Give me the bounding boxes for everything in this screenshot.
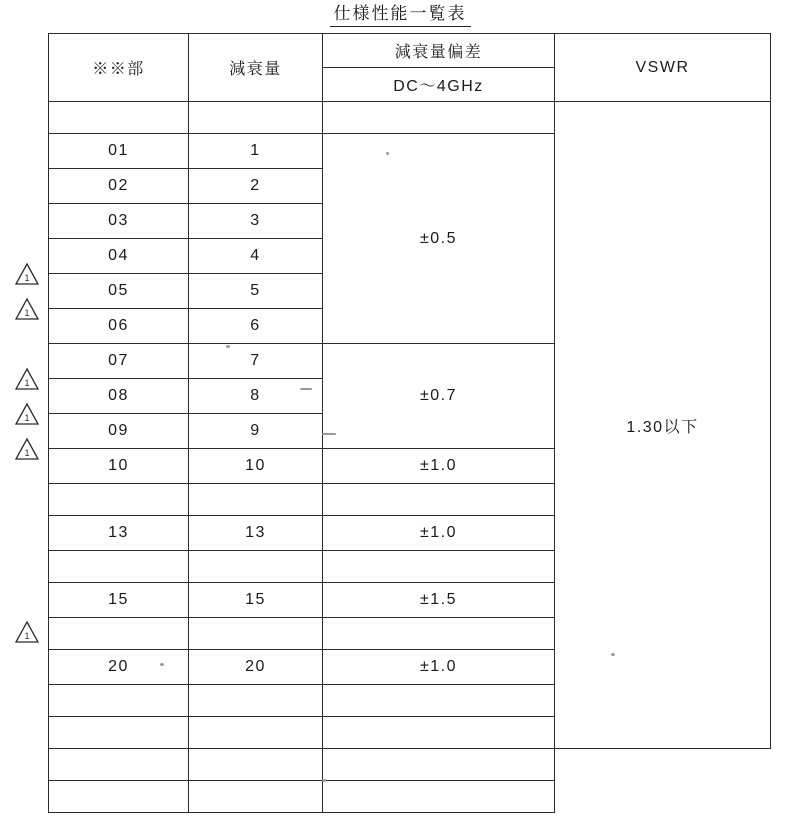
cell-part: 07: [49, 344, 189, 379]
cell-part: 13: [49, 516, 189, 551]
cell-attenuation: 20: [189, 650, 323, 685]
cell-deviation: [323, 618, 555, 650]
cell-attenuation: 10: [189, 449, 323, 484]
cell-part: [49, 551, 189, 583]
warning-triangle-icon: [14, 437, 40, 461]
cell-part: 06: [49, 309, 189, 344]
cell-attenuation: [189, 484, 323, 516]
cell-deviation: ±0.7: [323, 344, 555, 449]
warning-triangle-icon: [14, 367, 40, 391]
scan-speck: [300, 388, 312, 390]
cell-deviation: ±0.5: [323, 134, 555, 344]
cell-part: [49, 685, 189, 717]
table-row: [49, 781, 771, 813]
cell-attenuation: [189, 551, 323, 583]
cell-deviation: ±1.0: [323, 516, 555, 551]
cell-part: [49, 484, 189, 516]
cell-deviation: [323, 749, 555, 781]
scan-speck: [386, 152, 389, 155]
warning-triangle-icon: [14, 262, 40, 286]
table-row: [49, 102, 771, 134]
svg-text:1: 1: [24, 631, 30, 641]
svg-text:1: 1: [24, 413, 30, 423]
cell-attenuation: [189, 781, 323, 813]
warning-triangle-icon: [14, 402, 40, 426]
table-row: [49, 749, 771, 781]
table-header-row-1: [49, 34, 771, 68]
svg-text:1: 1: [24, 378, 30, 388]
header-part: ※※部: [49, 34, 189, 102]
cell-part: [49, 781, 189, 813]
scan-speck: [322, 433, 336, 435]
cell-part: 10: [49, 449, 189, 484]
scan-speck: [611, 653, 615, 656]
cell-attenuation: 15: [189, 583, 323, 618]
spec-table-container: [48, 33, 770, 813]
cell-deviation: [323, 717, 555, 749]
cell-attenuation: [189, 102, 323, 134]
svg-text:1: 1: [24, 273, 30, 283]
cell-part: 04: [49, 239, 189, 274]
cell-part: [49, 618, 189, 650]
cell-part: [49, 749, 189, 781]
warning-triangle-icon: [14, 297, 40, 321]
header-vswr: VSWR: [555, 34, 771, 102]
cell-part: 15: [49, 583, 189, 618]
svg-text:1: 1: [24, 308, 30, 318]
spec-table: [48, 33, 771, 813]
cell-part: 03: [49, 204, 189, 239]
svg-text:1: 1: [24, 448, 30, 458]
cell-attenuation: [189, 618, 323, 650]
scan-speck: [160, 663, 164, 666]
page-title: 仕様性能一覧表: [330, 4, 471, 27]
cell-attenuation: 4: [189, 239, 323, 274]
cell-attenuation: 9: [189, 414, 323, 449]
cell-deviation: [323, 484, 555, 516]
cell-vswr-value: 1.30以下: [555, 102, 771, 749]
cell-attenuation: 2: [189, 169, 323, 204]
cell-part: [49, 717, 189, 749]
cell-attenuation: [189, 685, 323, 717]
cell-attenuation: 13: [189, 516, 323, 551]
cell-part: 08: [49, 379, 189, 414]
cell-attenuation: 5: [189, 274, 323, 309]
cell-part: [49, 102, 189, 134]
cell-deviation: [323, 781, 555, 813]
cell-attenuation: [189, 717, 323, 749]
cell-attenuation: [189, 749, 323, 781]
cell-part: 02: [49, 169, 189, 204]
cell-attenuation: 1: [189, 134, 323, 169]
header-deviation-band: DC〜4GHz: [323, 68, 555, 102]
cell-part: 01: [49, 134, 189, 169]
cell-deviation: [323, 685, 555, 717]
cell-attenuation: 7: [189, 344, 323, 379]
scan-speck: [226, 345, 230, 348]
cell-part: 05: [49, 274, 189, 309]
cell-deviation: [323, 551, 555, 583]
cell-attenuation: 6: [189, 309, 323, 344]
header-attenuation: 減衰量: [189, 34, 323, 102]
header-deviation: 減衰量偏差: [323, 34, 555, 68]
cell-deviation: ±1.0: [323, 449, 555, 484]
cell-attenuation: 8: [189, 379, 323, 414]
cell-deviation: ±1.0: [323, 650, 555, 685]
scan-speck: [322, 779, 326, 782]
cell-attenuation: 3: [189, 204, 323, 239]
cell-deviation: [323, 102, 555, 134]
cell-deviation: ±1.5: [323, 583, 555, 618]
cell-part: 09: [49, 414, 189, 449]
table-body: [49, 34, 771, 813]
warning-triangle-icon: [14, 620, 40, 644]
cell-part: 20: [49, 650, 189, 685]
title-container: [0, 4, 800, 27]
